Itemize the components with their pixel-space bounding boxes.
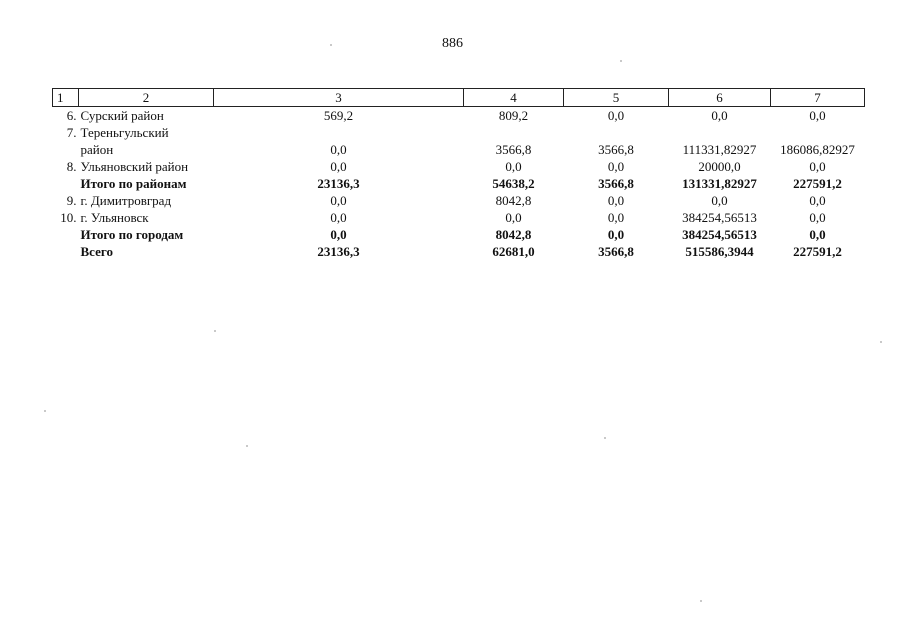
cell-col3: 0,0 [330, 193, 347, 208]
table-row-grand-total [53, 243, 865, 260]
cell-col4: 62681,0 [492, 244, 535, 259]
row-name: Тереньгульский [80, 125, 169, 140]
table-row-terengulskiy-label [53, 124, 865, 141]
row-name: Всего [80, 244, 113, 259]
scan-speck [214, 330, 216, 332]
column-header-4: 4 [464, 89, 564, 107]
cell-col4: 0,0 [505, 159, 522, 174]
row-number: 9. [66, 193, 77, 208]
cell-col7: 0,0 [809, 210, 826, 225]
cell-col7: 0,0 [809, 108, 826, 123]
cell-col6: 111331,82927 [682, 142, 757, 157]
cell-col6: 384254,56513 [682, 227, 757, 242]
row-number: 7. [66, 125, 77, 140]
scan-speck [604, 437, 606, 439]
cell-col5: 0,0 [607, 210, 625, 225]
table-row-surskiy [53, 107, 865, 125]
scan-speck [880, 341, 882, 343]
cell-col7: 186086,82927 [780, 142, 855, 157]
table-row-total-cities [53, 226, 865, 243]
scan-speck [246, 445, 248, 447]
cell-col7: 0,0 [809, 193, 826, 208]
data-table [52, 88, 865, 260]
row-name-continued: район [80, 142, 114, 157]
column-header-6: 6 [669, 89, 771, 107]
cell-col5: 0,0 [607, 193, 625, 208]
cell-col6: 515586,3944 [685, 244, 754, 259]
cell-col5: 0,0 [607, 159, 625, 174]
column-header-2: 2 [79, 89, 214, 107]
cell-col4: 0,0 [505, 210, 522, 225]
cell-col3: 23136,3 [317, 244, 360, 259]
cell-col4: 3566,8 [495, 142, 532, 157]
row-name: г. Димитровград [80, 193, 172, 208]
cell-col4: 8042,8 [495, 227, 532, 242]
scan-speck [620, 60, 622, 62]
table-header-row [53, 89, 865, 107]
cell-col4: 809,2 [498, 108, 529, 123]
scan-speck [330, 44, 332, 46]
scan-speck [700, 600, 702, 602]
cell-col6: 20000,0 [698, 159, 741, 174]
row-number [53, 175, 79, 192]
cell-col6: 0,0 [711, 193, 728, 208]
row-number [53, 243, 79, 260]
cell-col5: 3566,8 [598, 176, 634, 191]
table-row-dimitrovgrad [53, 192, 865, 209]
row-name: г. Ульяновск [80, 210, 149, 225]
column-header-5: 5 [564, 89, 669, 107]
row-name: Итого по городам [80, 227, 184, 242]
cell-col3: 0,0 [330, 159, 347, 174]
cell-col5: 0,0 [607, 227, 625, 242]
row-name: Итого по районам [80, 176, 187, 191]
column-header-1: 1 [53, 89, 79, 107]
cell-col3: 0,0 [330, 142, 347, 157]
scan-speck [44, 410, 46, 412]
row-number: 6. [66, 108, 77, 123]
cell-col3: 0,0 [330, 210, 347, 225]
page-number: 886 [442, 36, 463, 51]
cell-col5: 3566,8 [598, 244, 634, 259]
table-row-ulyanovskiy [53, 158, 865, 175]
cell-col7: 0,0 [809, 227, 826, 242]
row-number [53, 226, 79, 243]
cell-col6: 0,0 [711, 108, 728, 123]
cell-col3: 0,0 [330, 227, 347, 242]
cell-col6: 131331,82927 [682, 176, 757, 191]
table-row-ulyanovsk [53, 209, 865, 226]
cell-col3: 569,2 [323, 108, 354, 123]
cell-col6: 384254,56513 [682, 210, 757, 225]
row-number: 10. [60, 210, 77, 225]
cell-col4: 54638,2 [492, 176, 535, 191]
cell-col4: 8042,8 [495, 193, 532, 208]
row-name: Сурский район [80, 108, 164, 123]
column-header-7: 7 [771, 89, 865, 107]
table-row-terengulskiy [53, 141, 865, 158]
cell-col3: 23136,3 [317, 176, 360, 191]
cell-col5: 3566,8 [598, 142, 634, 157]
cell-col7: 0,0 [809, 159, 826, 174]
cell-col7: 227591,2 [793, 176, 842, 191]
row-number: 8. [66, 159, 77, 174]
table-row-total-districts [53, 175, 865, 192]
cell-col7: 227591,2 [793, 244, 842, 259]
column-header-3: 3 [214, 89, 464, 107]
cell-col5: 0,0 [607, 108, 625, 123]
row-name: Ульяновский район [80, 159, 189, 174]
